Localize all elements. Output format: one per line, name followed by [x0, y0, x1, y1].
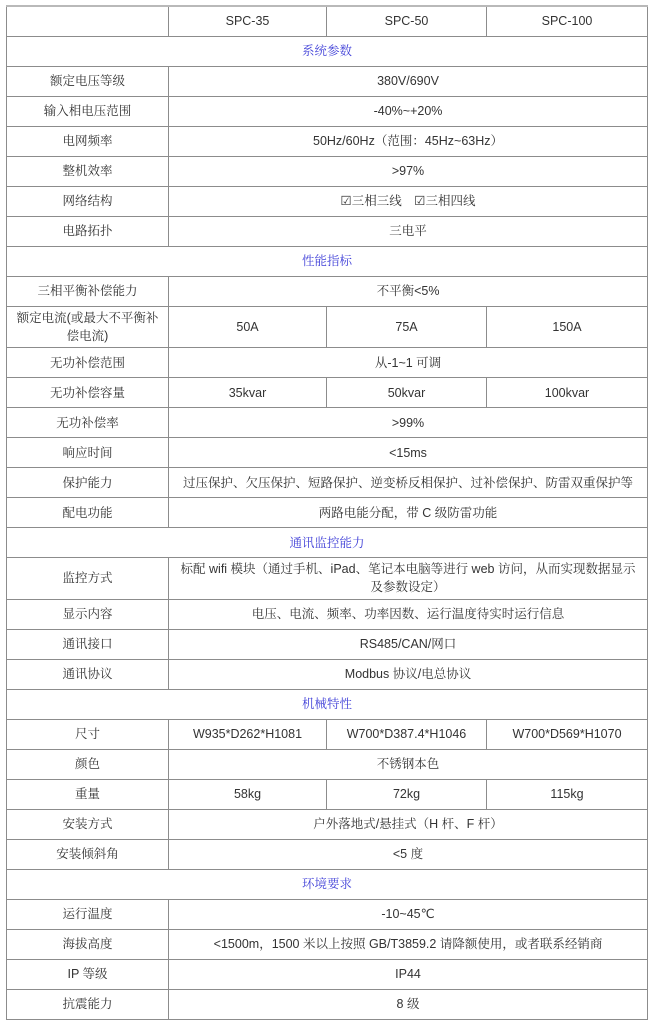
spec-value: 115kg [487, 779, 648, 809]
section-title-row [7, 37, 648, 67]
section-title: 性能指标 [7, 247, 648, 277]
spec-sheet-page [0, 5, 655, 1030]
spec-row [7, 408, 648, 438]
spec-value: 100kvar [487, 378, 648, 408]
spec-row [7, 779, 648, 809]
spec-label: 整机效率 [7, 157, 169, 187]
spec-row [7, 217, 648, 247]
spec-label: 输入相电压范围 [7, 97, 169, 127]
spec-value: IP44 [169, 959, 648, 989]
model-name-cell: SPC-35 [169, 6, 327, 37]
spec-row [7, 498, 648, 528]
spec-value: 75A [327, 307, 487, 348]
spec-label: 额定电流(或最大不平衡补偿电流) [7, 307, 169, 348]
spec-row [7, 929, 648, 959]
spec-label: 配电功能 [7, 498, 169, 528]
spec-label: 无功补偿容量 [7, 378, 169, 408]
model-name-cell: SPC-100 [487, 6, 648, 37]
spec-value: 150A [487, 307, 648, 348]
spec-row [7, 67, 648, 97]
spec-label: 电网频率 [7, 127, 169, 157]
spec-value: -10~45℃ [169, 899, 648, 929]
spec-value: 58kg [169, 779, 327, 809]
spec-label: 运行温度 [7, 899, 169, 929]
spec-label: 抗震能力 [7, 989, 169, 1019]
spec-row [7, 378, 648, 408]
spec-label: 监控方式 [7, 558, 169, 599]
spec-value: 72kg [327, 779, 487, 809]
spec-label: 网络结构 [7, 187, 169, 217]
spec-value: ☑三相三线 ☑三相四线 [169, 187, 648, 217]
section-title: 机械特性 [7, 689, 648, 719]
spec-row [7, 839, 648, 869]
spec-value: 电压、电流、频率、功率因数、运行温度待实时运行信息 [169, 599, 648, 629]
model-header-row [7, 6, 648, 37]
spec-row [7, 187, 648, 217]
spec-value: 从-1~1 可调 [169, 348, 648, 378]
spec-value: 过压保护、欠压保护、短路保护、逆变桥反相保护、过补偿保护、防雷双重保护等 [169, 468, 648, 498]
spec-row [7, 599, 648, 629]
section-title: 系统参数 [7, 37, 648, 67]
spec-label: 无功补偿率 [7, 408, 169, 438]
spec-row [7, 468, 648, 498]
spec-value: 标配 wifi 模块（通过手机、iPad、笔记本电脑等进行 web 访问，从而实现数据显示及参数设定） [169, 558, 648, 599]
section-title-row [7, 689, 648, 719]
spec-value: 50A [169, 307, 327, 348]
spec-value: W700*D569*H1070 [487, 719, 648, 749]
spec-value: 三电平 [169, 217, 648, 247]
section-title-row [7, 528, 648, 558]
model-name-cell: SPC-50 [327, 6, 487, 37]
spec-row [7, 659, 648, 689]
spec-table [6, 5, 648, 1020]
spec-value: >99% [169, 408, 648, 438]
spec-label: 安装倾斜角 [7, 839, 169, 869]
spec-value: <1500m，1500 米以上按照 GB/T3859.2 请降额使用，或者联系经销商 [169, 929, 648, 959]
spec-row [7, 157, 648, 187]
spec-value: 不平衡<5% [169, 277, 648, 307]
spec-label: 响应时间 [7, 438, 169, 468]
spec-row [7, 438, 648, 468]
section-title: 环境要求 [7, 869, 648, 899]
spec-row [7, 558, 648, 599]
spec-label: 重量 [7, 779, 169, 809]
spec-value: 50Hz/60Hz（范围：45Hz~63Hz） [169, 127, 648, 157]
spec-value: W700*D387.4*H1046 [327, 719, 487, 749]
spec-label: 海拔高度 [7, 929, 169, 959]
spec-value: 380V/690V [169, 67, 648, 97]
spec-label: IP 等级 [7, 959, 169, 989]
section-title-row [7, 247, 648, 277]
spec-value: -40%~+20% [169, 97, 648, 127]
spec-label: 显示内容 [7, 599, 169, 629]
spec-value: 8 级 [169, 989, 648, 1019]
spec-row [7, 959, 648, 989]
spec-row [7, 127, 648, 157]
spec-value: 户外落地式/悬挂式（H 杆、F 杆） [169, 809, 648, 839]
spec-row [7, 348, 648, 378]
spec-label: 保护能力 [7, 468, 169, 498]
spec-label: 通讯接口 [7, 629, 169, 659]
spec-value: <15ms [169, 438, 648, 468]
spec-row [7, 899, 648, 929]
spec-value: 两路电能分配，带 C 级防雷功能 [169, 498, 648, 528]
section-title-row [7, 869, 648, 899]
spec-label: 通讯协议 [7, 659, 169, 689]
spec-value: <5 度 [169, 839, 648, 869]
spec-row [7, 629, 648, 659]
spec-row [7, 749, 648, 779]
spec-value: Modbus 协议/电总协议 [169, 659, 648, 689]
spec-label: 电路拓扑 [7, 217, 169, 247]
spec-label: 三相平衡补偿能力 [7, 277, 169, 307]
spec-row [7, 989, 648, 1019]
spec-label: 尺寸 [7, 719, 169, 749]
spec-value: 50kvar [327, 378, 487, 408]
spec-label: 无功补偿范围 [7, 348, 169, 378]
spec-row [7, 307, 648, 348]
section-title: 通讯监控能力 [7, 528, 648, 558]
spec-label: 颜色 [7, 749, 169, 779]
spec-row [7, 277, 648, 307]
spec-label: 额定电压等级 [7, 67, 169, 97]
spec-value: 35kvar [169, 378, 327, 408]
spec-row [7, 97, 648, 127]
spec-table-body [7, 6, 648, 1019]
corner-cell [7, 6, 169, 37]
spec-value: W935*D262*H1081 [169, 719, 327, 749]
spec-row [7, 719, 648, 749]
spec-value: >97% [169, 157, 648, 187]
spec-label: 安装方式 [7, 809, 169, 839]
spec-value: 不锈钢本色 [169, 749, 648, 779]
spec-value: RS485/CAN/网口 [169, 629, 648, 659]
spec-row [7, 809, 648, 839]
